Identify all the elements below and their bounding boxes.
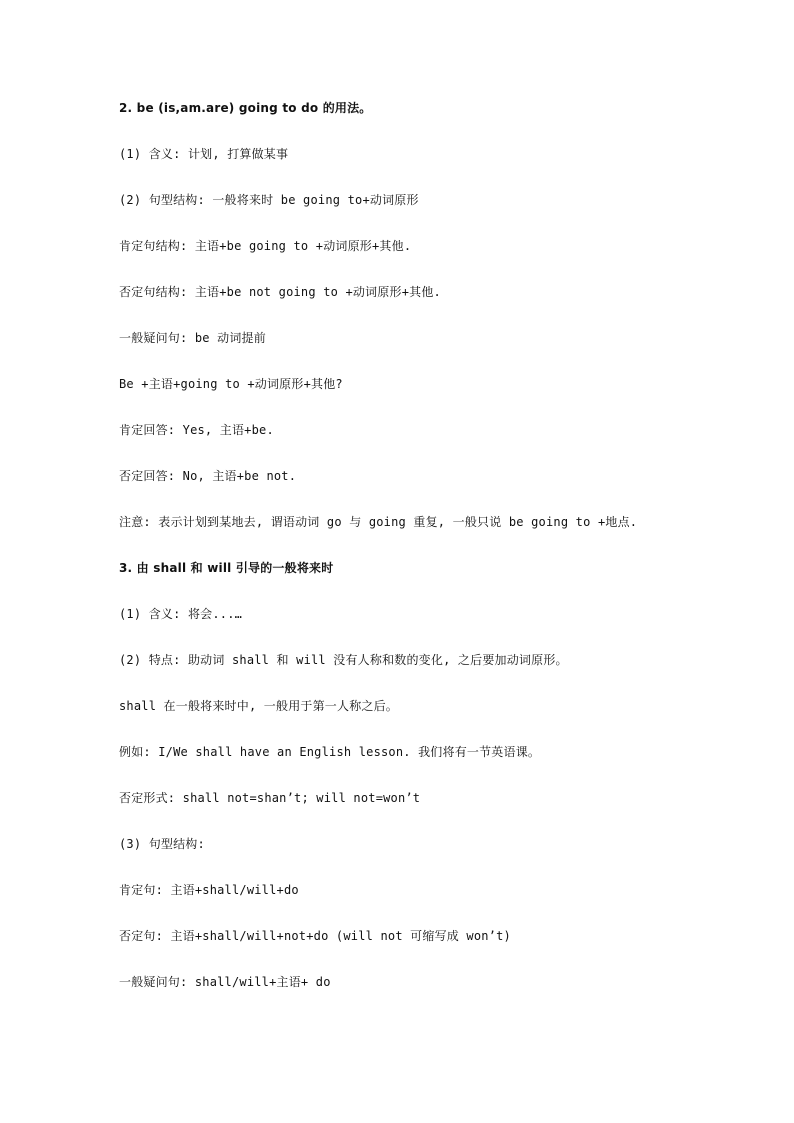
section-3-meaning: (1) 含义: 将会...… [119,607,243,621]
section-2-question-intro: 一般疑问句: be 动词提前 [119,331,266,345]
section-2-question: Be +主语+going to +动词原形+其他? [119,377,343,391]
section-3-feature: (2) 特点: 助动词 shall 和 will 没有人称和数的变化, 之后要加动词原形。 [119,653,568,667]
section-2-note: 注意: 表示计划到某地去, 谓语动词 go 与 going 重复, 一般只说 be going to +地点. [119,515,638,529]
section-2-affirmative: 肯定句结构: 主语+be going to +动词原形+其他. [119,239,412,253]
section-2-heading: 2. be (is,am.are) going to do 的用法。 [119,101,372,115]
section-3-shall-usage: shall 在一般将来时中, 一般用于第一人称之后。 [119,699,398,713]
section-2-negative: 否定句结构: 主语+be not going to +动词原形+其他. [119,285,441,299]
section-3-question: 一般疑问句: shall/will+主语+ do [119,975,331,989]
section-2-yes-answer: 肯定回答: Yes, 主语+be. [119,423,274,437]
section-2-meaning: (1) 含义: 计划, 打算做某事 [119,147,289,161]
section-3-example: 例如: I/We shall have an English lesson. 我们将有一节英语课。 [119,745,541,759]
section-3-negative: 否定句: 主语+shall/will+not+do (will not 可缩写成 won’t) [119,929,511,943]
section-3-negative-forms: 否定形式: shall not=shan’t; will not=won’t [119,791,421,805]
section-3-heading: 3. 由 shall 和 will 引导的一般将来时 [119,561,334,575]
section-2-structure: (2) 句型结构: 一般将来时 be going to+动词原形 [119,193,419,207]
section-2-no-answer: 否定回答: No, 主语+be not. [119,469,297,483]
section-3-affirmative: 肯定句: 主语+shall/will+do [119,883,299,897]
section-3-structure-title: (3) 句型结构: [119,837,205,851]
